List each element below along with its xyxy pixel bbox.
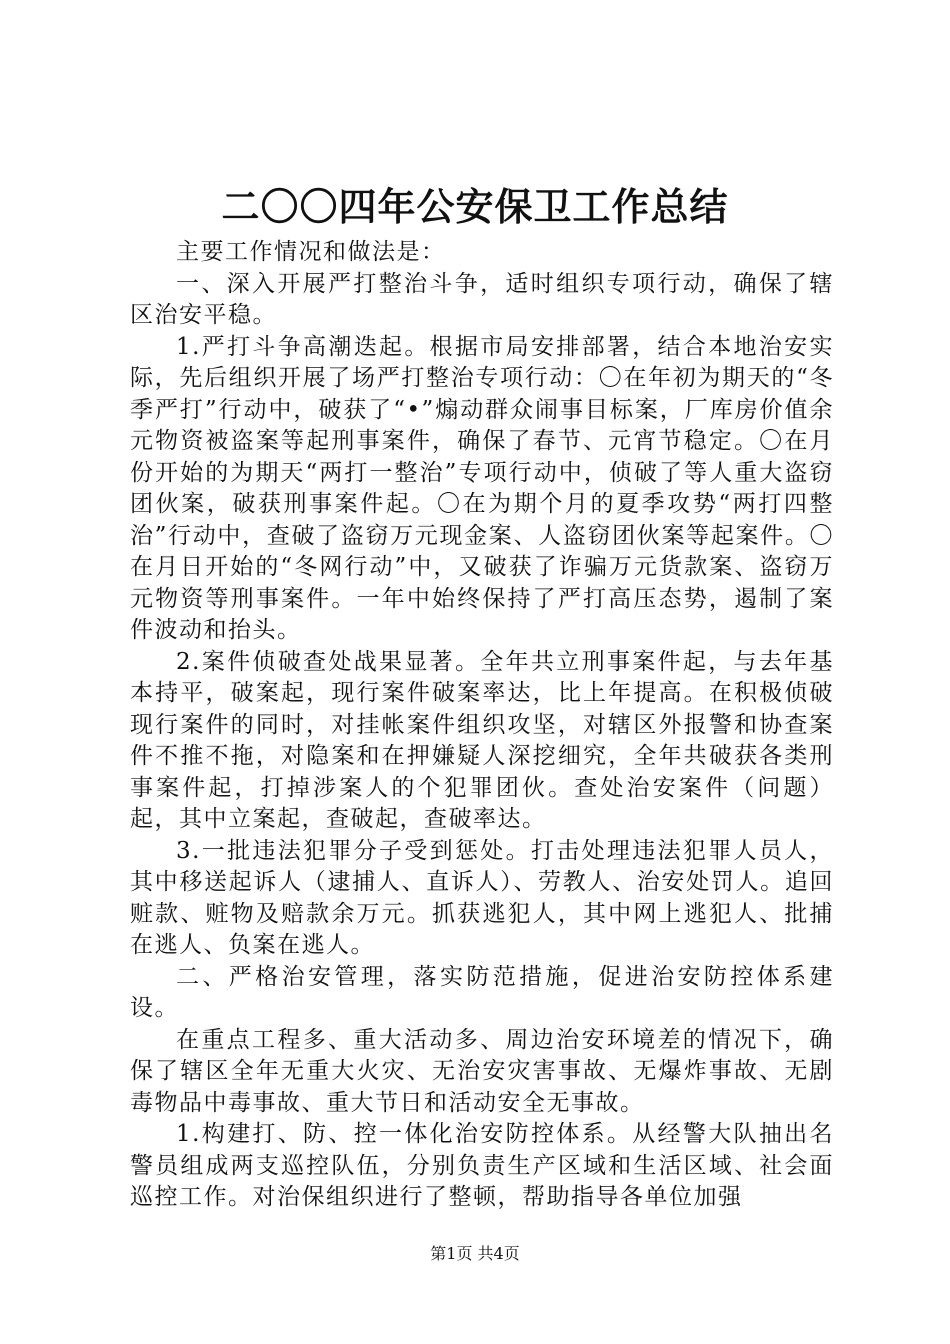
- paragraph-section-1-heading: 一、深入开展严打整治斗争，适时组织专项行动，确保了辖区治安平稳。: [130, 270, 834, 328]
- paragraph-section-2-heading: 二、严格治安管理，落实防范措施，促进治安防控体系建设。: [130, 963, 834, 1021]
- paragraph-section-2-item-1: 1.构建打、防、控一体化治安防控体系。从经警大队抽出名警员组成两支巡控队伍，分别负责生产区域和生活区域、社会面巡控工作。对治保组织进行了整顿，帮助指导各单位加强: [130, 1121, 834, 1210]
- page-number-footer: 第1页 共4页: [430, 1244, 520, 1263]
- paragraph-section-2-intro: 在重点工程多、重大活动多、周边治安环境差的情况下，确保了辖区全年无重大火灾、无治安灾害事故、无爆炸事故、无剧毒物品中毒事故、重大节日和活动安全无事故。: [130, 1026, 834, 1116]
- document-body: [130, 237, 834, 1214]
- paragraph-intro: 主要工作情况和做法是：: [176, 239, 446, 265]
- document-title: 二〇〇四年公安保卫工作总结: [221, 184, 729, 229]
- paragraph-section-1-item-3: 3.一批违法犯罪分子受到惩处。打击处理违法犯罪人员人，其中移送起诉人（逮捕人、直诉人）、劳教人、治安处罚人。追回赃款、赃物及赔款余万元。抓获逃犯人，其中网上逃犯人、批捕在逃人、负案在逃人。: [130, 837, 834, 958]
- paragraph-section-1-item-1: 1.严打斗争高潮迭起。根据市局安排部署，结合本地治安实际，先后组织开展了场严打整治专项行动：〇在年初为期天的“冬季严打”行动中，破获了“•”煽动群众闹事目标案，厂库房价值余元物资被盗案等起刑事案件，确保了春节、元宵节稳定。〇在月份开始的为期天“两打一整治”专项行动中，侦破了等人重大盗窃团伙案，破获刑事案件起。〇在为期个月的夏季攻势“两打四整治”行动中，查破了盗窃万元现金案、人盗窃团伙案等起案件。〇在月日开始的“冬网行动”中，又破获了诈骗万元货款案、盗窃万元物资等刑事案件。一年中始终保持了严打高压态势，遏制了案件波动和抬头。: [130, 333, 834, 643]
- paragraph-section-1-item-2: 2.案件侦破查处战果显著。全年共立刑事案件起，与去年基本持平，破案起，现行案件破案率达，比上年提高。在积极侦破现行案件的同时，对挂帐案件组织攻坚，对辖区外报警和协查案件不推不拖，对隐案和在押嫌疑人深挖细究，全年共破获各类刑事案件起，打掉涉案人的个犯罪团伙。查处治安案件（问题）起，其中立案起，查破起，查破率达。: [130, 648, 834, 832]
